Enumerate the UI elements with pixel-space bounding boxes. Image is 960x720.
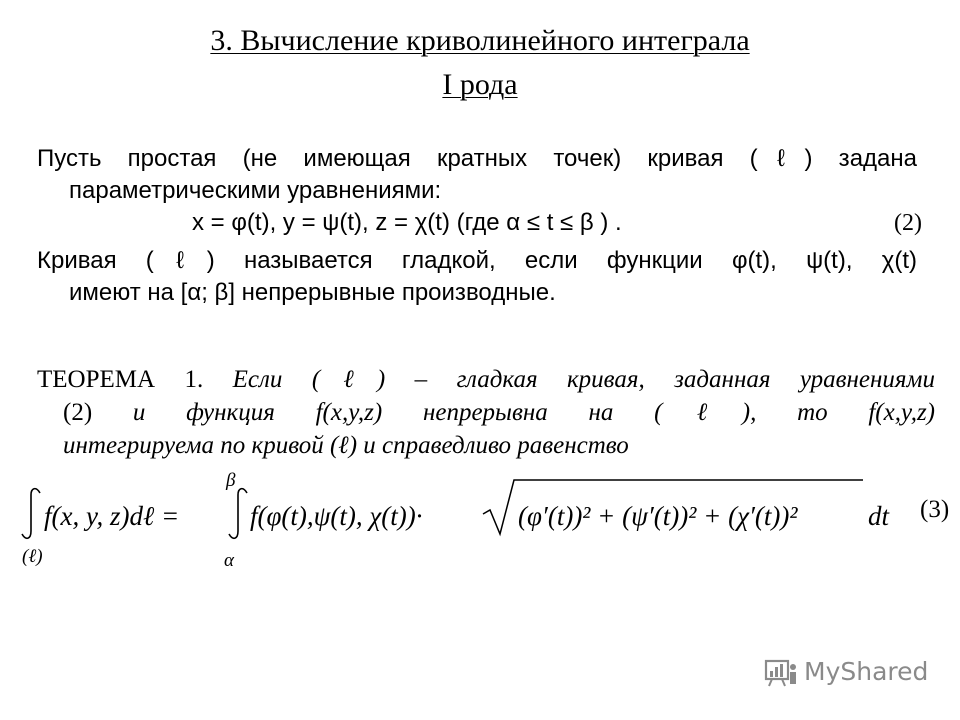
theorem-text-1: Если (ℓ) – гладкая кривая, заданная уравнениями <box>232 366 935 393</box>
paragraph-1-line-2: параметрическими уравнениями: <box>69 177 442 204</box>
integral-upper-limit: β <box>226 472 236 491</box>
parametric-equations <box>192 207 922 239</box>
formula-differential: dt <box>868 501 890 531</box>
theorem-line-2 <box>63 397 935 429</box>
paragraph-2-line-2: имеют на [α; β] непрерывные производные. <box>69 279 556 306</box>
integral-formula-svg <box>0 472 960 582</box>
presentation-icon <box>764 659 798 687</box>
paragraph-2-line-1: Кривая (ℓ) называется гладкой, если функции φ(t), ψ(t), χ(t) <box>37 247 917 274</box>
integral-lower-limit-curve: (ℓ) <box>22 546 43 567</box>
paragraph-1-line-1: Пусть простая (не имеющая кратных точек) кривая (ℓ) задана <box>37 145 917 172</box>
equation-label-3: (3) <box>920 496 950 523</box>
slide-title-line-1: 3. Вычисление криволинейного интеграла <box>210 24 750 57</box>
equation-label-2: (2) <box>894 210 922 236</box>
theorem-line-3: интегрируема по кривой (ℓ) и справедливо равенство <box>63 432 629 459</box>
integral-lower-limit: α <box>224 550 234 571</box>
slide-title-line-2: I рода <box>442 68 518 101</box>
formula-integrand: f(φ(t),ψ(t), χ(t))· <box>250 501 423 531</box>
theorem-heading: ТЕОРЕМА 1. <box>37 366 204 393</box>
theorem-text-2: и функция f(x,y,z) непрерывна на (ℓ), то f(x,y,z) <box>132 399 936 426</box>
parametric-equations-text: x = φ(t), y = ψ(t), z = χ(t) (где α ≤ t ≤ β ) . <box>192 209 622 236</box>
formula-radicand: (φ′(t))² + (ψ′(t))² + (χ′(t))² <box>518 501 798 531</box>
myshared-watermark <box>764 658 928 688</box>
integral-sign-right <box>229 489 247 539</box>
theorem-line-1 <box>37 364 935 396</box>
watermark-text: MyShared <box>804 657 929 686</box>
integral-sign-left <box>22 489 40 539</box>
integral-formula <box>0 472 960 582</box>
theorem-eq-ref: (2) <box>63 399 93 426</box>
formula-lhs: f(x, y, z)dℓ = <box>44 501 180 531</box>
